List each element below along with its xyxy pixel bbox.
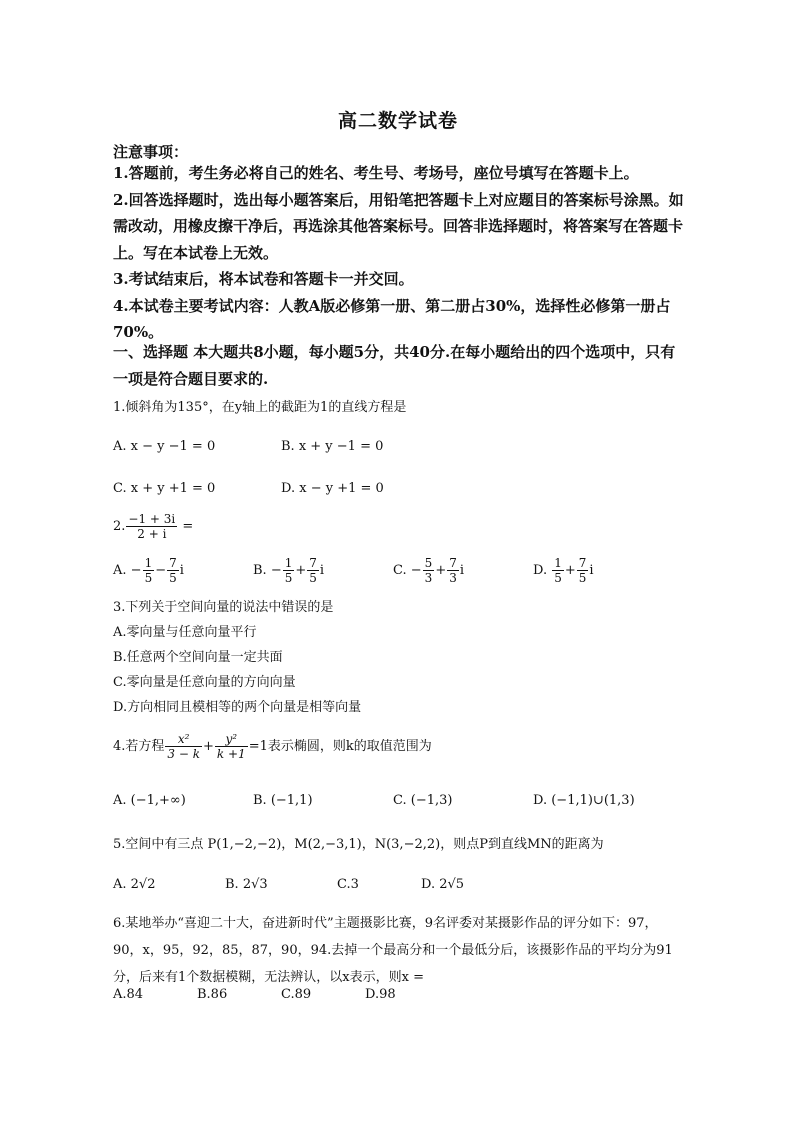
imaginary-unit: i — [179, 563, 184, 578]
question-5-stem: 5.空间中有三点 P(1,−2,−2)，M(2,−3,1)，N(3,−2,2)，则点P到直线MN的距离为 — [113, 837, 604, 852]
note-item: 4.本试卷主要考试内容：人教A版必修第一册、第二册占30%，选择性必修第一册占70%。 — [113, 296, 671, 341]
numerator: y² — [215, 732, 248, 747]
question-4-stem — [113, 732, 432, 761]
denominator: 5 — [309, 571, 317, 585]
q4-fraction-x — [165, 732, 202, 761]
denominator: 5 — [554, 571, 562, 585]
denominator: 3 — [449, 571, 457, 585]
note-item: 3.考试结束后，将本试卷和答题卡一并交回。 — [113, 270, 414, 288]
numerator: 7 — [449, 556, 457, 570]
q6-option-a: A.84 — [113, 987, 144, 1002]
question-6-stem: 6.某地举办“喜迎二十大，奋进新时代”主题摄影比赛，9名评委对某摄影作品的评分如下：97，90，x，95，92，85，87，90，94.去掉一个最高分和一个最低分后，该摄影作品的平均分为91分，后来有1个数据模糊，无法辨认，以x表示，则x = — [113, 916, 673, 985]
q3-option-b: B.任意两个空间向量一定共面 — [113, 650, 283, 665]
denominator: 5 — [144, 571, 153, 585]
q1-option-c: C. x + y +1 = 0 — [113, 481, 216, 496]
numerator: x² — [165, 732, 202, 747]
fraction — [447, 556, 459, 585]
fraction — [577, 556, 589, 585]
imaginary-unit: i — [459, 563, 465, 578]
q4-option-d: D. (−1,1)∪(1,3) — [533, 793, 635, 808]
q1-option-a: A. x − y −1 = 0 — [113, 439, 216, 454]
exam-title: 高二数学试卷 — [337, 110, 458, 132]
q2-option-a — [113, 556, 184, 585]
q2-denominator: 2 + i — [137, 527, 167, 541]
imaginary-unit: i — [589, 563, 594, 578]
numerator: 1 — [284, 556, 293, 570]
q4-suffix: =1表示椭圆，则k的取值范围为 — [248, 739, 432, 754]
denominator: 3 — [424, 571, 433, 585]
fraction — [143, 556, 155, 585]
q5-option-d: D. 2√5 — [421, 877, 465, 892]
question-1-stem: 1.倾斜角为135°，在y轴上的截距为1的直线方程是 — [113, 400, 407, 415]
q5-option-a: A. 2√2 — [113, 877, 156, 892]
q6-option-c: C.89 — [281, 987, 312, 1002]
fraction — [307, 556, 319, 585]
q5-option-c: C.3 — [337, 877, 359, 892]
fraction — [283, 556, 295, 585]
option-label: D. — [533, 563, 548, 578]
option-label: C. — [393, 563, 407, 578]
notes-heading: 注意事项： — [113, 143, 189, 161]
sign: − — [155, 563, 167, 578]
q5-option-b: B. 2√3 — [225, 877, 268, 892]
q4-fraction-y — [215, 732, 248, 761]
section-heading: 一、选择题 本大题共8小题，每小题5分，共40分.在每小题给出的四个选项中，只有一项是符合题目要求的. — [113, 343, 676, 388]
notes-list — [113, 160, 685, 346]
fraction — [552, 556, 564, 585]
q6-option-b: B.86 — [197, 987, 228, 1002]
denominator: 5 — [284, 571, 293, 585]
q3-option-c: C.零向量是任意向量的方向向量 — [113, 675, 296, 690]
note-item: 2.回答选择题时，选出每小题答案后，用铅笔把答题卡上对应题目的答案标号涂黑。如需改动，用橡皮擦干净后，再选涂其他答案标号。回答非选择题时，将答案写在答题卡上。写在本试卷上无效。 — [113, 190, 684, 262]
q6-option-d: D.98 — [365, 987, 396, 1002]
q2-prefix: 2. — [113, 519, 126, 534]
note-item: 1.答题前，考生务必将自己的姓名、考生号、考场号，座位号填写在答题卡上。 — [113, 164, 639, 182]
option-label: A. — [113, 563, 127, 578]
numerator: 1 — [144, 556, 153, 570]
sign: + — [295, 563, 307, 578]
sign: + — [435, 563, 447, 578]
numerator: 1 — [554, 556, 562, 570]
q2-option-d — [533, 556, 594, 585]
denominator: 5 — [578, 571, 587, 585]
sign: + — [564, 563, 576, 578]
q4-option-c: C. (−1,3) — [393, 793, 453, 808]
denominator: 3 − k — [167, 747, 200, 761]
denominator: 5 — [169, 571, 177, 585]
q2-option-c — [393, 556, 464, 585]
sign: − — [410, 563, 422, 578]
fraction — [423, 556, 435, 585]
option-label: B. — [253, 563, 267, 578]
numerator: 5 — [424, 556, 433, 570]
q4-option-a: A. (−1,+∞) — [113, 793, 186, 808]
sign: − — [270, 563, 282, 578]
q3-option-a: A.零向量与任意向量平行 — [113, 625, 257, 640]
question-2-stem — [113, 512, 193, 541]
q2-option-b — [253, 556, 324, 585]
q2-fraction — [126, 512, 177, 541]
q2-numerator: −1 + 3i — [128, 512, 176, 526]
denominator: k +1 — [216, 747, 246, 761]
question-3-stem: 3.下列关于空间向量的说法中错误的是 — [113, 600, 334, 615]
plus-sign: + — [203, 739, 214, 754]
sign: − — [130, 563, 142, 578]
fraction — [167, 556, 179, 585]
q2-suffix: = — [178, 519, 194, 534]
q1-option-b: B. x + y −1 = 0 — [281, 439, 384, 454]
imaginary-unit: i — [319, 563, 325, 578]
q4-prefix: 4.若方程 — [113, 739, 165, 754]
numerator: 7 — [578, 556, 587, 570]
numerator: 7 — [169, 556, 177, 570]
q1-option-d: D. x − y +1 = 0 — [281, 481, 384, 496]
q4-option-b: B. (−1,1) — [253, 793, 313, 808]
q3-option-d: D.方向相同且模相等的两个向量是相等向量 — [113, 700, 362, 715]
numerator: 7 — [309, 556, 317, 570]
